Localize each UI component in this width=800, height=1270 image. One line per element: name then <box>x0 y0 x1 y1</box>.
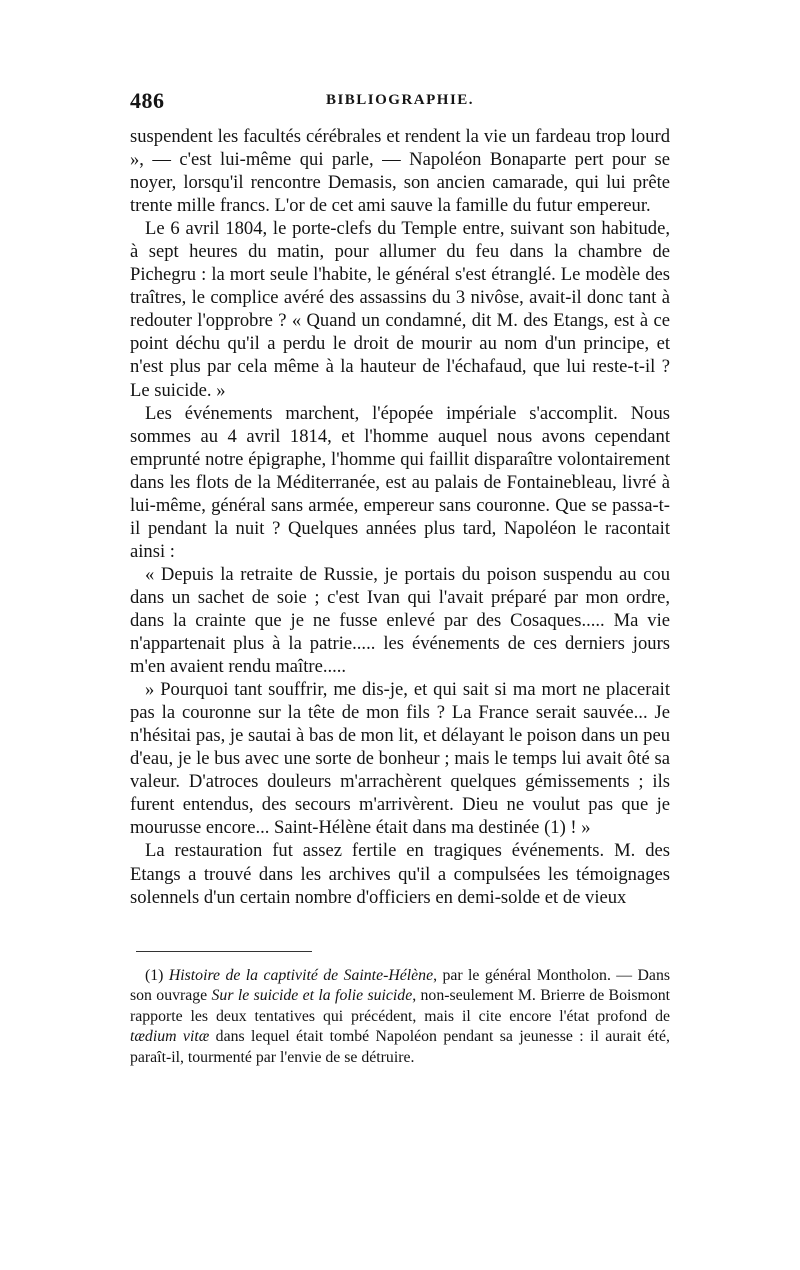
page-header <box>130 88 670 118</box>
paragraph-quotation-suffering: » Pourquoi tant souffrir, me dis-je, et qui sait si ma mort ne placerait pas la couronne sur la tête de mon fils ? La France serait sauvée... Je n'hésitai pas, je sautai à bas de mon lit, et délayant le poison dans un peu d'eau, je le bus avec une sorte de bonheur ; mais le temps lui avait ôté sa valeur. D'atroces douleurs m'arrachèrent quelques gémissements ; ils furent entendus, des secours m'arrivèrent. Dieu ne voulut pas que je mourusse encore... Saint-Hélène était dans ma destinée (1) ! » <box>130 679 670 839</box>
paragraph-fontainebleau: Les événements marchent, l'épopée impériale s'accomplit. Nous sommes au 4 avril 1814, et l'homme auquel nous avons cependant emprunté notre épigraphe, l'homme qui faillit disparaître volontairement dans les flots de la Méditerranée, est au palais de Fontainebleau, livré à lui-même, général sans armée, empereur sans couronne. Que se passa-t-il pendant la nuit ? Quelques années plus tard, Napoléon le racontait ainsi : <box>130 402 670 562</box>
footnote-text-1: , par le général Montholon. — Dans son ouvrage <box>130 967 670 1005</box>
paragraph-continuation: suspendent les facultés cérébrales et rendent la vie un fardeau trop lourd », — c'est lui-même qui parle, — Napoléon Bonaparte pert pour se noyer, lorsqu'il rencontre Demasis, son ancien camarade, qui lui prête trente mille francs. L'or de cet ami sauve la famille du futur empereur. <box>130 126 670 217</box>
paragraph-quotation-poison: « Depuis la retraite de Russie, je portais du poison suspendu au cou dans un sachet de soie ; c'est Ivan qui l'avait préparé par mon ordre, dans la crainte que je ne fusse enlevé par des Cosaques..... Ma vie n'appartenait plus à la patrie..... les événements de ces derniers jours m'en avaient rendu maître..... <box>130 563 670 678</box>
page-number: 486 <box>130 88 165 113</box>
paragraph-pichegru: Le 6 avril 1804, le porte-clefs du Temple entre, suivant son habitude, à sept heures du matin, pour allumer du feu dans la chambre de Pichegru : la mort seule l'habite, le général s'est étranglé. Le modèle des traîtres, le complice avéré des assassins du 3 nivôse, avait-il donc tant à redouter l'opprobre ? « Quand un condamné, dit M. des Etangs, est à ce point déchu qu'il a perdu le droit de mourir au nom d'un principe, et n'est plus par cela même à la hauteur de l'échafaud, que lui reste-t-il ? Le suicide. » <box>130 218 670 401</box>
footnote-work-title-2: Sur le suicide et la folie suicide <box>211 987 413 1005</box>
footnote <box>130 966 670 1068</box>
footnote-marker: (1) <box>145 967 164 984</box>
running-head: BIBLIOGRAPHIE. <box>325 92 475 108</box>
footnote-paragraph <box>130 966 670 1068</box>
footnote-separator <box>136 951 312 952</box>
footnote-latin-phrase: tædium vitæ <box>130 1028 210 1046</box>
body-text <box>130 125 670 909</box>
footnote-text-2: , non-seulement M. Brierre de Boismont rapporte les deux tentatives qui précédent, mais il cite encore l'état profond de <box>130 987 671 1025</box>
footnote-work-title: Histoire de la captivité de Sainte-Hélène <box>168 967 434 984</box>
footnote-text-3: dans lequel était tombé Napoléon pendant sa jeunesse : il aurait été, paraît-il, tourmenté par l'envie de se détruire. <box>130 1028 671 1066</box>
paragraph-restoration: La restauration fut assez fertile en tragiques événements. M. des Etangs a trouvé dans les archives qu'il a compulsées les témoignages solennels d'un certain nombre d'officiers en demi-solde et de vieux <box>130 840 670 908</box>
